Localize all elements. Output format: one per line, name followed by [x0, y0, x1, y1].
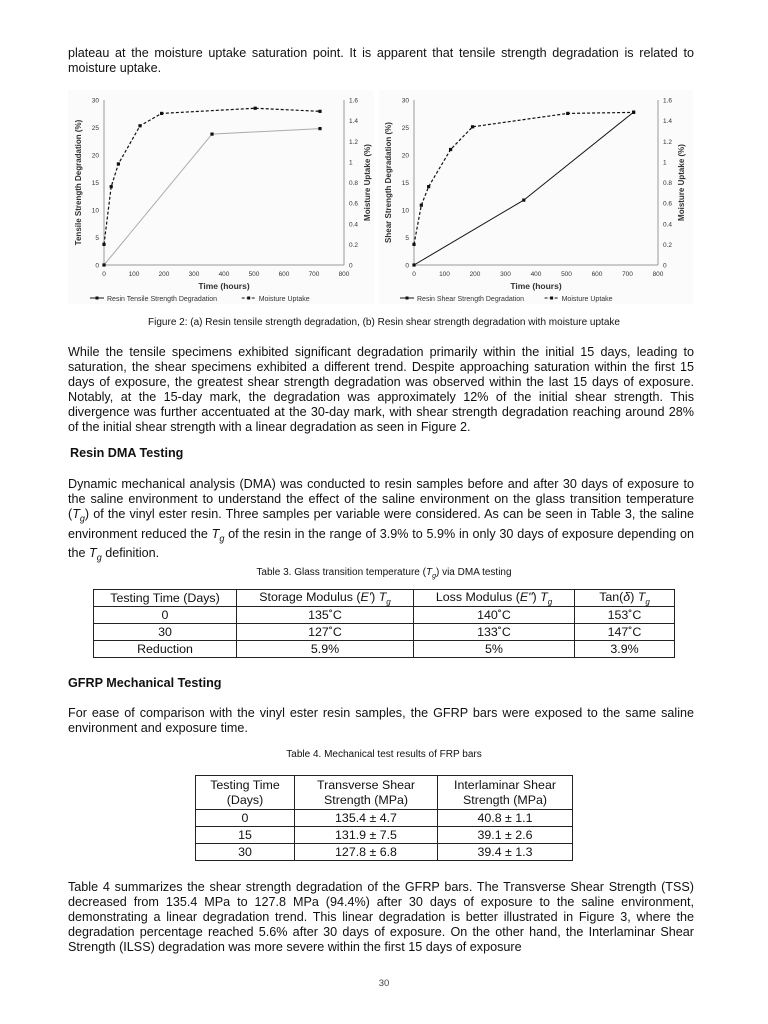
y2-tick-label: 1	[349, 159, 353, 167]
y2-tick-label: 0.2	[349, 241, 359, 249]
y-tick-label: 10	[91, 207, 99, 215]
data-point	[102, 243, 105, 246]
table-cell: 140˚C	[414, 607, 575, 624]
x-axis-title: Time (hours)	[198, 281, 250, 291]
tensile-chart	[68, 90, 374, 304]
table-cell: 153˚C	[575, 607, 675, 624]
tg-symbol: T	[211, 526, 220, 541]
table-cell: 131.9 ± 7.5	[295, 827, 438, 844]
x-tick-label: 600	[591, 271, 603, 278]
table-cell: 0	[196, 810, 295, 827]
series-line	[414, 112, 634, 265]
y2-tick-label: 0	[663, 262, 667, 270]
h-tan-d: δ	[623, 590, 631, 604]
x-tick-label: 500	[248, 271, 260, 278]
y-tick-label: 10	[401, 207, 409, 215]
y-tick-label: 20	[91, 152, 99, 160]
x-tick-label: 500	[561, 271, 572, 278]
table-cell: Reduction	[94, 641, 237, 658]
h-tss-a: Transverse Shear	[316, 777, 416, 792]
tg-symbol: T	[637, 590, 646, 604]
x-tick-label: 300	[500, 271, 511, 278]
table3-caption	[0, 567, 768, 580]
y2-tick-label: 1.2	[663, 138, 673, 146]
data-point	[632, 111, 635, 114]
tg-symbol: T	[540, 590, 548, 604]
legend-marker	[406, 297, 409, 300]
x-tick-label: 200	[158, 271, 170, 278]
data-point	[102, 263, 105, 266]
figure-caption: Figure 2: (a) Resin tensile strength degradation, (b) Resin shear strength degradation with moisture uptake	[148, 317, 620, 328]
dma-text-a: Dynamic mechanical analysis (DMA) was conducted to resin samples before and after 30 days of exposure to the saline environment to understand the effect of the saline environment on the glass transition temperature (	[68, 477, 694, 522]
intro-paragraph: plateau at the moisture uptake saturation point. It is apparent that tensile strength degradation is related to moisture uptake.	[68, 46, 694, 76]
table4-header-row	[196, 776, 573, 810]
y-axis-title: Tensile Strength Degradation (%)	[74, 119, 83, 246]
data-point	[427, 185, 430, 188]
y-tick-label: 5	[405, 235, 409, 242]
y2-tick-label: 0	[349, 262, 353, 270]
y2-tick-label: 0.8	[349, 180, 359, 187]
dma-text-d: definition.	[101, 546, 160, 561]
tg-symbol: T	[425, 567, 433, 578]
x-tick-label: 300	[188, 271, 200, 278]
h-time-a: Testing Time	[210, 777, 280, 792]
x-tick-label: 700	[308, 271, 320, 278]
table-cell: 40.8 ± 1.1	[438, 810, 573, 827]
tg-subscript: g	[219, 533, 225, 544]
table-cell: 133˚C	[414, 624, 575, 641]
h-storage-b: )	[371, 590, 379, 604]
table-row	[94, 607, 675, 624]
table3-header-row	[94, 590, 675, 607]
y-tick-label: 15	[91, 180, 99, 187]
x-tick-label: 100	[128, 271, 140, 278]
x-tick-label: 400	[218, 271, 230, 278]
table-row	[196, 844, 573, 861]
table-cell: 127.8 ± 6.8	[295, 844, 438, 861]
table3-header-storage	[237, 590, 414, 607]
data-point	[471, 125, 474, 128]
table3-header-loss	[414, 590, 575, 607]
data-point	[210, 133, 213, 136]
y2-tick-label: 0.8	[663, 180, 673, 187]
page-number: 30	[378, 978, 390, 989]
data-point	[449, 148, 452, 151]
x-tick-label: 700	[622, 271, 633, 278]
y2-tick-label: 0.6	[349, 200, 359, 208]
table-row	[196, 827, 573, 844]
y2-tick-label: 1	[663, 159, 667, 167]
y-tick-label: 0	[95, 262, 99, 270]
tg-symbol: T	[89, 546, 97, 561]
y2-axis-title: Moisture Uptake (%)	[363, 144, 372, 221]
legend-label: Moisture Uptake	[561, 296, 613, 303]
legend-marker	[96, 297, 99, 300]
h-ilss-b: Strength (MPa)	[462, 792, 547, 807]
y2-tick-label: 1.6	[349, 97, 359, 105]
y2-tick-label: 0.4	[663, 221, 673, 229]
y2-axis-title: Moisture Uptake (%)	[677, 144, 686, 221]
heading-gfrp: GFRP Mechanical Testing	[68, 676, 222, 690]
data-point	[110, 185, 113, 188]
table3-header-tan	[575, 590, 675, 607]
x-tick-label: 0	[102, 271, 106, 278]
table-cell: 3.9%	[575, 641, 675, 658]
y-tick-label: 30	[91, 97, 99, 105]
paragraph-gfrp: For ease of comparison with the vinyl ester resin samples, the GFRP bars were exposed to the same saline environment and exposure time.	[68, 706, 694, 736]
data-point	[412, 243, 415, 246]
table-cell: 5%	[414, 641, 575, 658]
y-tick-label: 25	[401, 125, 409, 132]
data-point	[318, 110, 321, 113]
x-tick-label: 600	[278, 271, 290, 278]
table3-caption-pre: Table 3. Glass transition temperature (	[256, 567, 426, 578]
y2-tick-label: 0.2	[663, 241, 673, 249]
y-tick-label: 0	[405, 262, 409, 270]
h-loss-a: Loss Modulus (	[435, 590, 520, 604]
table-cell: 39.4 ± 1.3	[438, 844, 573, 861]
tg-subscript: g	[79, 513, 85, 524]
h-storage-a: Storage Modulus (	[259, 590, 361, 604]
h-loss-b: )	[532, 590, 541, 604]
x-tick-label: 200	[469, 271, 481, 278]
table-cell: 0	[94, 607, 237, 624]
table-cell: 15	[196, 827, 295, 844]
y2-tick-label: 1.4	[349, 118, 359, 126]
y-tick-label: 5	[95, 235, 99, 242]
y-tick-label: 30	[401, 97, 409, 105]
x-axis-title: Time (hours)	[510, 281, 562, 291]
table4-header-tss	[295, 776, 438, 810]
table-row	[94, 641, 675, 658]
data-point	[522, 199, 525, 202]
shear-chart	[379, 90, 693, 304]
tg-subscript: g	[432, 573, 436, 580]
figure-2b-panel	[379, 90, 693, 304]
paragraph-dma	[68, 477, 694, 566]
y2-tick-label: 0.6	[663, 200, 673, 208]
series-line	[104, 129, 320, 265]
table-row	[196, 810, 573, 827]
legend-marker	[550, 297, 553, 300]
legend-label: Resin Tensile Strength Degradation	[107, 296, 217, 303]
dma-text-b: ) of the vinyl ester resin. Three samples per variable were considered. As can be seen in Table 3, the saline environment reduced the	[68, 507, 694, 541]
h-time-b: (Days)	[226, 792, 264, 807]
legend-marker	[247, 297, 250, 300]
tg-subscript: g	[386, 597, 391, 607]
y2-tick-label: 1.4	[663, 118, 673, 126]
table-row	[94, 624, 675, 641]
data-point	[117, 162, 120, 165]
y-tick-label: 20	[401, 152, 409, 160]
table-cell: 147˚C	[575, 624, 675, 641]
table3-caption-post: ) via DMA testing	[435, 567, 512, 578]
data-point	[138, 124, 141, 127]
table-cell: 135.4 ± 4.7	[295, 810, 438, 827]
series-line	[414, 112, 634, 244]
h-loss-e: E"	[519, 590, 533, 604]
table3-header-time: Testing Time (Days)	[94, 590, 237, 607]
table-cell: 135˚C	[237, 607, 414, 624]
dma-text-c: of the resin in the range of 3.9% to 5.9% in only 30 days of exposure depending on the	[68, 526, 694, 561]
y2-tick-label: 1.6	[663, 97, 673, 105]
paragraph-gfrp-summary: Table 4 summarizes the shear strength degradation of the GFRP bars. The Transverse Shear Strength (TSS) decreased from 135.4 MPa to 127.8 MPa (94.4%) after 30 days of exposure to the saline environment, demonstrating a linear degradation trend. This linear degradation is better illustrated in Figure 3, where the degradation percentage reached 5.6% after 30 days of exposure. On the other hand, the Interlaminar Shear Strength (ILSS) degradation was more severe within the first 15 days of exposure	[68, 880, 694, 955]
y2-tick-label: 0.4	[349, 221, 359, 229]
y-axis-title: Shear Strength Degradation (%)	[384, 122, 393, 243]
table-cell: 127˚C	[237, 624, 414, 641]
tg-subscript: g	[547, 597, 553, 607]
tg-symbol: T	[72, 507, 80, 522]
heading-resin-dma: Resin DMA Testing	[70, 446, 184, 460]
table-cell: 39.1 ± 2.6	[438, 827, 573, 844]
data-point	[254, 107, 257, 110]
y-tick-label: 25	[91, 125, 99, 132]
figure-2a-panel	[68, 90, 374, 304]
legend-label: Resin Shear Strength Degradation	[417, 296, 525, 303]
table4-header-time	[196, 776, 295, 810]
x-tick-label: 0	[412, 271, 416, 278]
table-cell: 30	[94, 624, 237, 641]
x-tick-label: 800	[338, 271, 350, 278]
tg-symbol: T	[378, 590, 387, 604]
data-point	[318, 127, 321, 130]
h-tss-b: Strength (MPa)	[323, 792, 408, 807]
paragraph-tensile-shear: While the tensile specimens exhibited significant degradation primarily within the initial 15 days, leading to saturation, the shear specimens exhibited a different trend. Despite approaching saturation within the first 15 days of exposure, the greatest shear strength degradation was observed within the last 15 days of exposure. Notably, at the 15-day mark, the degradation was approximately 12% of the initial shear strength. This divergence was further accentuated at the 30-day mark, with shear strength degradation reaching around 28% of the initial shear strength with a linear degradation as seen in Figure 2.	[68, 345, 694, 435]
table-cell: 5.9%	[237, 641, 414, 658]
y2-tick-label: 1.2	[349, 138, 359, 146]
table-cell: 30	[196, 844, 295, 861]
x-tick-label: 100	[439, 271, 450, 278]
legend-label: Moisture Uptake	[258, 296, 310, 303]
table-4	[195, 775, 573, 861]
table-3	[93, 589, 675, 658]
data-point	[160, 112, 163, 115]
data-point	[420, 204, 423, 207]
tg-subscript: g	[645, 597, 650, 607]
x-tick-label: 800	[652, 271, 664, 278]
x-tick-label: 400	[530, 271, 542, 278]
tg-subscript: g	[96, 552, 102, 563]
data-point	[412, 263, 415, 266]
h-tan-a: Tan(	[599, 590, 624, 604]
y-tick-label: 15	[401, 180, 409, 187]
table4-header-ilss	[438, 776, 573, 810]
data-point	[566, 112, 569, 115]
h-ilss-a: Interlaminar Shear	[454, 777, 556, 792]
h-tan-b: )	[630, 590, 638, 604]
series-line	[104, 108, 320, 244]
h-storage-e: E'	[360, 590, 372, 604]
table4-caption: Table 4. Mechanical test results of FRP bars	[286, 749, 482, 760]
